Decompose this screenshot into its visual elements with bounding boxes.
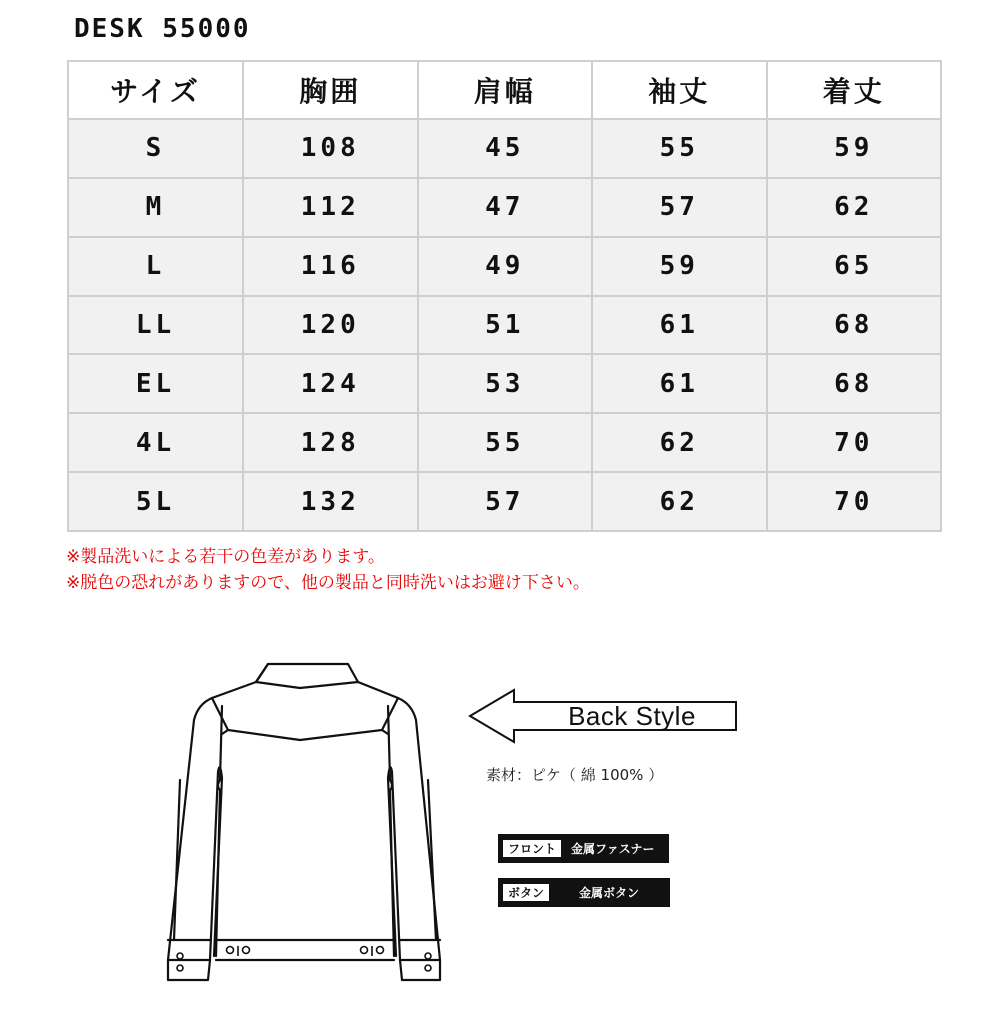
- spec-front-value: 金属ファスナー: [571, 842, 655, 856]
- cell-size: L: [68, 237, 243, 296]
- table-row: [68, 178, 941, 237]
- spec-button: [498, 878, 670, 907]
- cell-sleeve: 61: [592, 354, 767, 413]
- cell-length: 70: [767, 413, 942, 472]
- cell-length: 70: [767, 472, 942, 531]
- cell-sleeve: 57: [592, 178, 767, 237]
- cell-size: LL: [68, 296, 243, 355]
- cell-shoulder: 55: [418, 413, 593, 472]
- material-text: 素材：ピケ（ 綿 100% ）: [486, 766, 664, 784]
- table-row: [68, 296, 941, 355]
- table-row: [68, 413, 941, 472]
- cell-chest: 132: [243, 472, 418, 531]
- table-row: [68, 237, 941, 296]
- cell-sleeve: 61: [592, 296, 767, 355]
- header-chest: 胸囲: [243, 61, 418, 119]
- cell-length: 59: [767, 119, 942, 178]
- cell-chest: 120: [243, 296, 418, 355]
- jacket-back-illustration: [150, 660, 450, 990]
- spec-front-key: フロント: [501, 838, 563, 859]
- cell-length: 65: [767, 237, 942, 296]
- cell-size: S: [68, 119, 243, 178]
- cell-shoulder: 51: [418, 296, 593, 355]
- care-note: ※脱色の恐れがありますので、他の製品と同時洗いはお避け下さい。: [66, 573, 590, 593]
- cell-shoulder: 57: [418, 472, 593, 531]
- table-row: [68, 472, 941, 531]
- cell-size: M: [68, 178, 243, 237]
- cell-sleeve: 59: [592, 237, 767, 296]
- cell-size: 5L: [68, 472, 243, 531]
- cell-chest: 128: [243, 413, 418, 472]
- table-header-row: [68, 61, 941, 119]
- table-row: [68, 119, 941, 178]
- spec-front: [498, 834, 669, 863]
- header-shoulder: 肩幅: [418, 61, 593, 119]
- header-sleeve: 袖丈: [592, 61, 767, 119]
- back-style-label: Back Style: [568, 700, 696, 731]
- cell-chest: 112: [243, 178, 418, 237]
- cell-size: 4L: [68, 413, 243, 472]
- cell-sleeve: 62: [592, 472, 767, 531]
- cell-chest: 108: [243, 119, 418, 178]
- spec-button-value: 金属ボタン: [579, 886, 640, 900]
- cell-length: 68: [767, 296, 942, 355]
- cell-length: 68: [767, 354, 942, 413]
- cell-size: EL: [68, 354, 243, 413]
- cell-length: 62: [767, 178, 942, 237]
- spec-button-key: ボタン: [501, 882, 551, 903]
- cell-shoulder: 47: [418, 178, 593, 237]
- cell-sleeve: 55: [592, 119, 767, 178]
- cell-shoulder: 45: [418, 119, 593, 178]
- cell-chest: 116: [243, 237, 418, 296]
- table-row: [68, 354, 941, 413]
- cell-shoulder: 49: [418, 237, 593, 296]
- care-note: ※製品洗いによる若干の色差があります。: [66, 547, 385, 567]
- care-notes: [66, 544, 590, 596]
- page-title: DESK 55000: [74, 14, 251, 44]
- header-length: 着丈: [767, 61, 942, 119]
- cell-sleeve: 62: [592, 413, 767, 472]
- cell-shoulder: 53: [418, 354, 593, 413]
- cell-chest: 124: [243, 354, 418, 413]
- size-table: [67, 60, 942, 532]
- header-size: サイズ: [68, 61, 243, 119]
